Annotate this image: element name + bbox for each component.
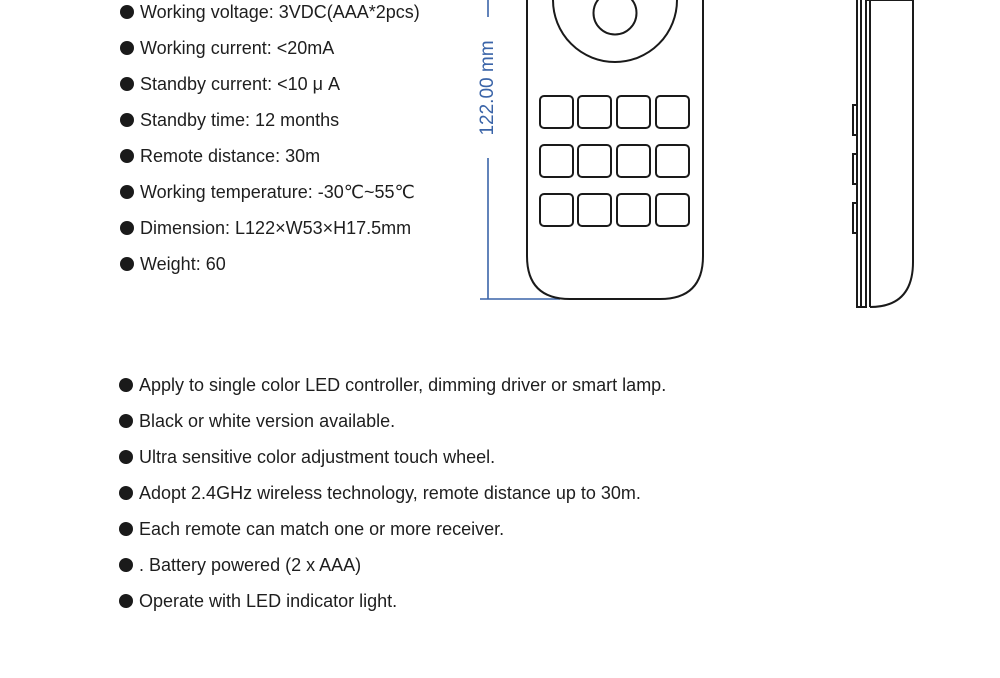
- feature-item: [119, 583, 666, 619]
- remote-button: [578, 145, 611, 177]
- feature-list: [119, 367, 666, 619]
- side-button: [853, 203, 857, 233]
- remote-button: [540, 194, 573, 226]
- spec-text: Working current: <20mA: [140, 38, 335, 58]
- bullet-icon: [119, 378, 133, 392]
- spec-text: Working temperature: -30℃~55℃: [140, 182, 415, 202]
- feature-text: Operate with LED indicator light.: [139, 591, 398, 611]
- remote-side-view: [853, 0, 913, 307]
- bullet-icon: [119, 558, 133, 572]
- side-view-back-shell: [866, 0, 913, 307]
- bullet-icon: [119, 450, 133, 464]
- button-grid: [540, 96, 689, 226]
- spec-text: Standby current: <10 μ A: [140, 74, 340, 94]
- bullet-icon: [119, 522, 133, 536]
- feature-item: [119, 367, 666, 403]
- center-button: [594, 0, 637, 35]
- bullet-icon: [119, 486, 133, 500]
- remote-front-view: [527, 0, 703, 299]
- remote-button: [656, 145, 689, 177]
- remote-button: [656, 96, 689, 128]
- feature-text: Black or white version available.: [139, 411, 396, 431]
- dimension-label: 122.00 mm: [477, 40, 498, 136]
- feature-item: [119, 475, 666, 511]
- feature-text: Adopt 2.4GHz wireless technology, remote distance up to 30m.: [139, 483, 641, 503]
- side-button: [853, 105, 857, 135]
- touch-wheel-ring: [553, 0, 677, 62]
- spec-text: Dimension: L122×W53×H17.5mm: [140, 218, 412, 238]
- feature-item: [119, 403, 666, 439]
- spec-text: Weight: 60: [140, 254, 226, 274]
- remote-body-outline: [527, 0, 703, 299]
- bullet-icon: [119, 594, 133, 608]
- remote-button: [656, 194, 689, 226]
- remote-button: [540, 145, 573, 177]
- remote-button: [578, 194, 611, 226]
- remote-button: [578, 96, 611, 128]
- side-button: [853, 154, 857, 184]
- remote-button: [617, 96, 650, 128]
- feature-text: Apply to single color LED controller, dimming driver or smart lamp.: [139, 375, 667, 395]
- feature-item: [119, 439, 666, 475]
- spec-text: Standby time: 12 months: [140, 110, 340, 130]
- bullet-icon: [119, 414, 133, 428]
- remote-button: [617, 145, 650, 177]
- remote-button: [617, 194, 650, 226]
- feature-text: Ultra sensitive color adjustment touch wheel.: [139, 447, 496, 467]
- feature-item: [119, 547, 666, 583]
- remote-button: [540, 96, 573, 128]
- spec-text: Remote distance: 30m: [140, 146, 321, 166]
- spec-text: Working voltage: 3VDC(AAA*2pcs): [140, 2, 420, 22]
- feature-item: [119, 511, 666, 547]
- feature-text: Each remote can match one or more receiver.: [139, 519, 505, 539]
- feature-text: . Battery powered (2 x AAA): [139, 555, 362, 575]
